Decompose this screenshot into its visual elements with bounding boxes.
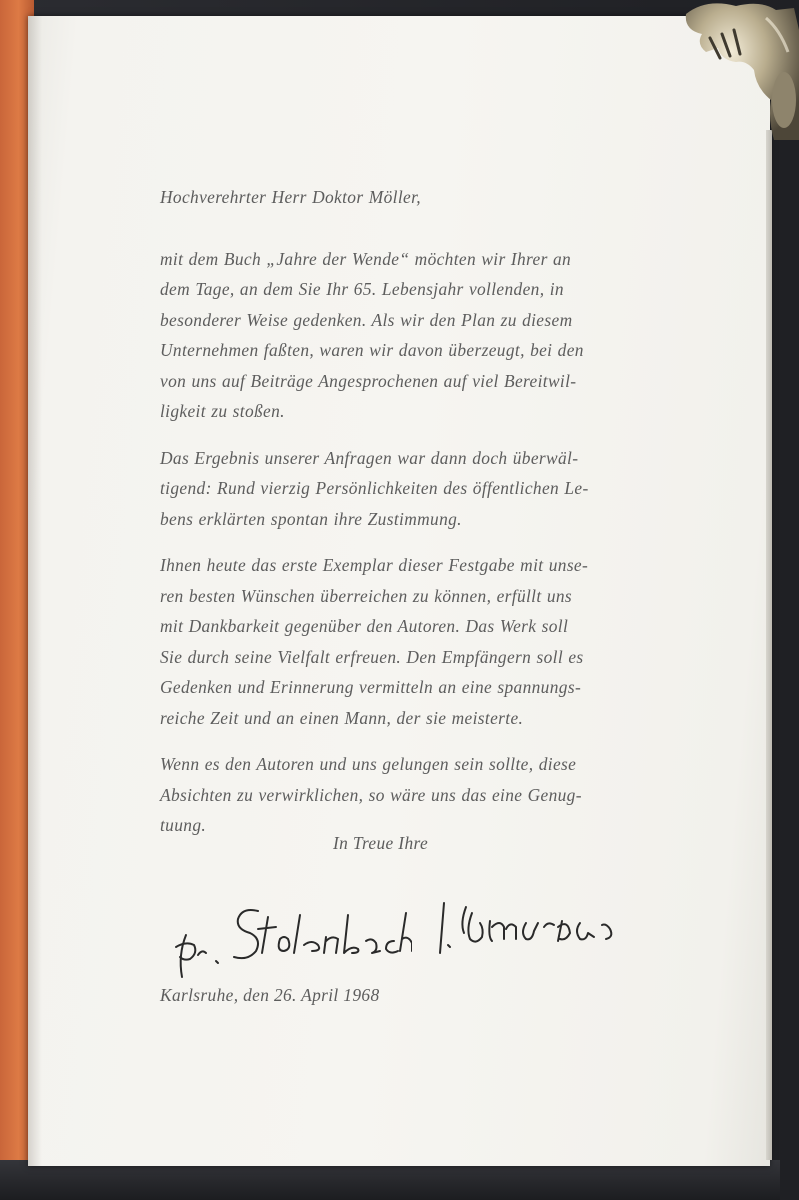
text-line: ren besten Wünschen überreichen zu können, erfüllt uns: [160, 585, 573, 606]
handwritten-signature-2-icon: [430, 893, 630, 963]
paragraph-2: [160, 443, 620, 535]
text-line: Das Ergebnis unserer Anfragen war dann doch überwäl-: [160, 447, 579, 468]
handwritten-signature-1-icon: [172, 905, 412, 985]
text-line: Ihnen heute das erste Exemplar dieser Festgabe mit unse-: [160, 555, 589, 575]
text-line: Absichten zu verwirklichen, so wäre uns das eine Genug-: [160, 784, 582, 805]
text-line: dem Tage, an dem Sie Ihr 65. Lebensjahr vollenden, in: [160, 279, 564, 299]
paragraph-1: [160, 244, 620, 427]
text-line: Wenn es den Autoren und uns gelungen sein sollte, diese: [160, 754, 577, 774]
page-gutter-shadow: [28, 16, 42, 1166]
salutation: Hochverehrter Herr Doktor Möller,: [160, 187, 421, 207]
place-and-date: Karlsruhe, den 26. April 1968: [160, 985, 380, 1005]
text-line: Sie durch seine Vielfalt erfreuen. Den Empfängern soll es: [160, 646, 584, 667]
paragraph-3: [160, 550, 620, 733]
text-line: Unternehmen faßten, waren wir davon überzeugt, bei den: [160, 340, 584, 360]
text-line: tuung.: [160, 815, 207, 835]
paragraph-4: [160, 749, 620, 841]
page-stack-edge: [766, 130, 772, 1160]
closing-line: In Treue Ihre: [333, 833, 429, 853]
letter-body: [160, 182, 620, 857]
book-cover-bottom: [0, 1160, 780, 1200]
text-line: Gedenken und Erinnerung vermitteln an eine spannungs-: [160, 677, 582, 697]
text-line: ligkeit zu stoßen.: [160, 401, 285, 421]
text-line: mit dem Buch „Jahre der Wende“ möchten wir Ihrer an: [160, 248, 572, 269]
brass-ornament-icon: [676, 0, 799, 140]
text-line: reiche Zeit und an einen Mann, der sie meisterte.: [160, 707, 524, 728]
text-line: von uns auf Beiträge Angesprochenen auf viel Bereitwil-: [160, 370, 577, 391]
text-line: bens erklärten spontan ihre Zustimmung.: [160, 508, 462, 529]
text-line: tigend: Rund vierzig Persönlichkeiten des öffentlichen Le-: [160, 478, 589, 498]
text-line: besonderer Weise gedenken. Als wir den Plan zu diesem: [160, 309, 573, 330]
text-line: mit Dankbarkeit gegenüber den Autoren. Das Werk soll: [160, 616, 569, 636]
